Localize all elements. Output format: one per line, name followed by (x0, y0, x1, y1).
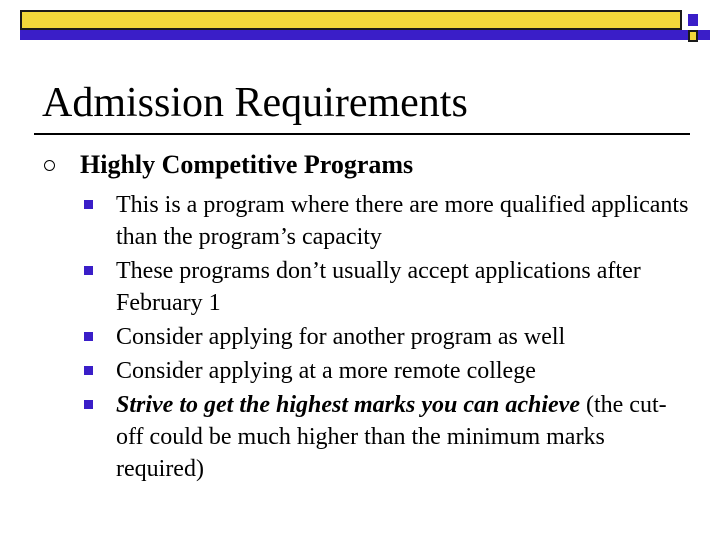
bullet-text: These programs don’t usually accept applications after February 1 (116, 258, 641, 316)
list-item (84, 389, 694, 485)
list-item (84, 321, 694, 353)
main-point-text: Highly Competitive Programs (80, 150, 414, 179)
list-item (84, 189, 694, 253)
sub-bullet-list (84, 189, 694, 487)
bullet-text (116, 389, 694, 485)
square-bullet-icon (84, 266, 93, 275)
square-bullet-icon (84, 332, 93, 341)
bullet-text: This is a program where there are more qualified applicants than the program’s capacity (116, 192, 689, 250)
list-item (84, 355, 694, 387)
title-divider (34, 133, 690, 135)
main-point (44, 148, 694, 182)
header-accent-square-blue (688, 14, 698, 26)
hollow-circle-bullet-icon (44, 160, 55, 171)
bullet-note: (the cut-off could be much higher than the minimum marks required) (116, 392, 667, 482)
header-accent-bar-blue (20, 30, 710, 40)
square-bullet-icon (84, 366, 93, 375)
bullet-text: Consider applying for another program as well (116, 324, 566, 350)
list-item (84, 255, 694, 319)
bullet-text: Consider applying at a more remote college (116, 358, 536, 384)
bullet-emphasis: Strive to get the highest marks you can achieve (116, 392, 580, 418)
square-bullet-icon (84, 400, 93, 409)
header-accent-bar-yellow (20, 10, 682, 30)
slide-title: Admission Requirements (42, 80, 468, 126)
square-bullet-icon (84, 200, 93, 209)
header-accent-square-yellow (688, 30, 698, 42)
